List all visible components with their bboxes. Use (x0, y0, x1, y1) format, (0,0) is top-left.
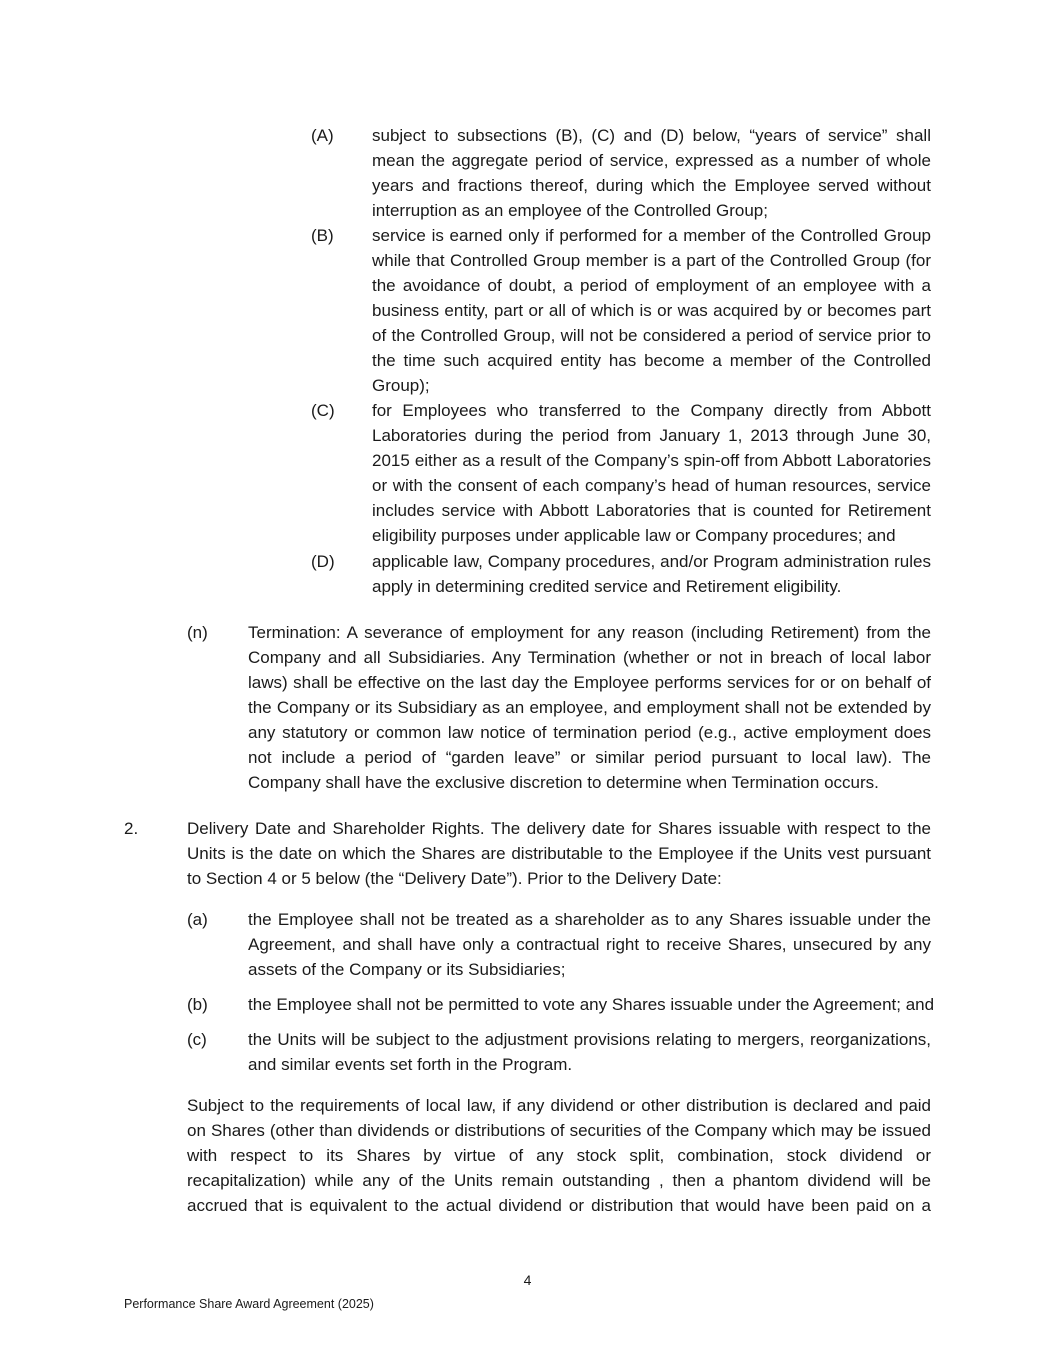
subsection-label-a: (A) (311, 126, 334, 145)
item-label-c: (c) (187, 1030, 207, 1049)
subsection-text-d: applicable law, Company procedures, and/or Program administration rules apply in determining credited service and Retirement eligibility. (372, 552, 931, 596)
page-number: 4 (523, 1272, 532, 1288)
item-label-n: (n) (187, 623, 208, 642)
item-label-a: (a) (187, 910, 208, 929)
item-text-c: the Units will be subject to the adjustment provisions relating to mergers, reorganizations, and similar events set forth in the Program. (248, 1030, 931, 1074)
subsection-text-c: for Employees who transferred to the Company directly from Abbott Laboratories during the period from January 1, 2013 through June 30, 2015 either as a result of the Company’s spin-off from Abbott Laboratories or with the consent of each company’s head of human resources, service includes service with Abbott Laboratories that is counted for Retirement eligibility purposes under applicable law or Company procedures; and (372, 401, 931, 545)
item-label-b: (b) (187, 995, 208, 1014)
subsection-label-d: (D) (311, 552, 335, 571)
section-2-number: 2. (124, 819, 139, 838)
subsection-text-a: subject to subsections (B), (C) and (D) below, “years of service” shall mean the aggregate period of service, expressed as a number of whole years and fractions thereof, during which the Employee served without interruption as an employee of the Controlled Group; (372, 126, 931, 220)
item-text-b: the Employee shall not be permitted to vote any Shares issuable under the Agreement; and (248, 995, 935, 1014)
subsection-text-b: service is earned only if performed for a member of the Controlled Group while that Controlled Group member is a part of the Controlled Group (for the avoidance of doubt, a period of employment of an employee with a business entity, part or all of which is or was acquired by or becomes part of the Controlled Group, will not be considered a period of service prior to the time such acquired entity has become a member of the Controlled Group); (372, 226, 931, 395)
termination-definition: Termination: A severance of employment for any reason (including Retirement) from the Company and all Subsidiaries. Any Termination (whether or not in breach of local labor laws) shall be effective on the last day the Employee performs services for or on behalf of the Company or its Subsidiary as an employee, and employment shall not be extended by any statutory or common law notice of termination period (e.g., active employment does not include a period of “garden leave” or similar period pursuant to local law). The Company shall have the exclusive discretion to determine when Termination occurs. (248, 623, 931, 792)
footer-document-title: Performance Share Award Agreement (2025) (124, 1297, 374, 1311)
dividend-paragraph: Subject to the requirements of local law, if any dividend or other distribution is declared and paid on Shares (other than dividends or distributions of securities of the Company which may be issued with respect to its Shares by virtue of any stock split, combination, stock dividend or recapitalization) while any of the Units remain outstanding , then a phantom dividend will be accrued that is equivalent to the actual dividend or distribution that would have been paid on a (187, 1096, 931, 1215)
subsection-label-b: (B) (311, 226, 334, 245)
subsection-label-c: (C) (311, 401, 335, 420)
item-text-a: the Employee shall not be treated as a shareholder as to any Shares issuable under the Agreement, and shall have only a contractual right to receive Shares, unsecured by any assets of the Company or its Subsidiaries; (248, 910, 931, 979)
section-2-heading-paragraph: Delivery Date and Shareholder Rights. The delivery date for Shares issuable with respect to the Units is the date on which the Shares are distributable to the Employee if the Units vest pursuant to Section 4 or 5 below (the “Delivery Date”). Prior to the Delivery Date: (187, 819, 931, 888)
